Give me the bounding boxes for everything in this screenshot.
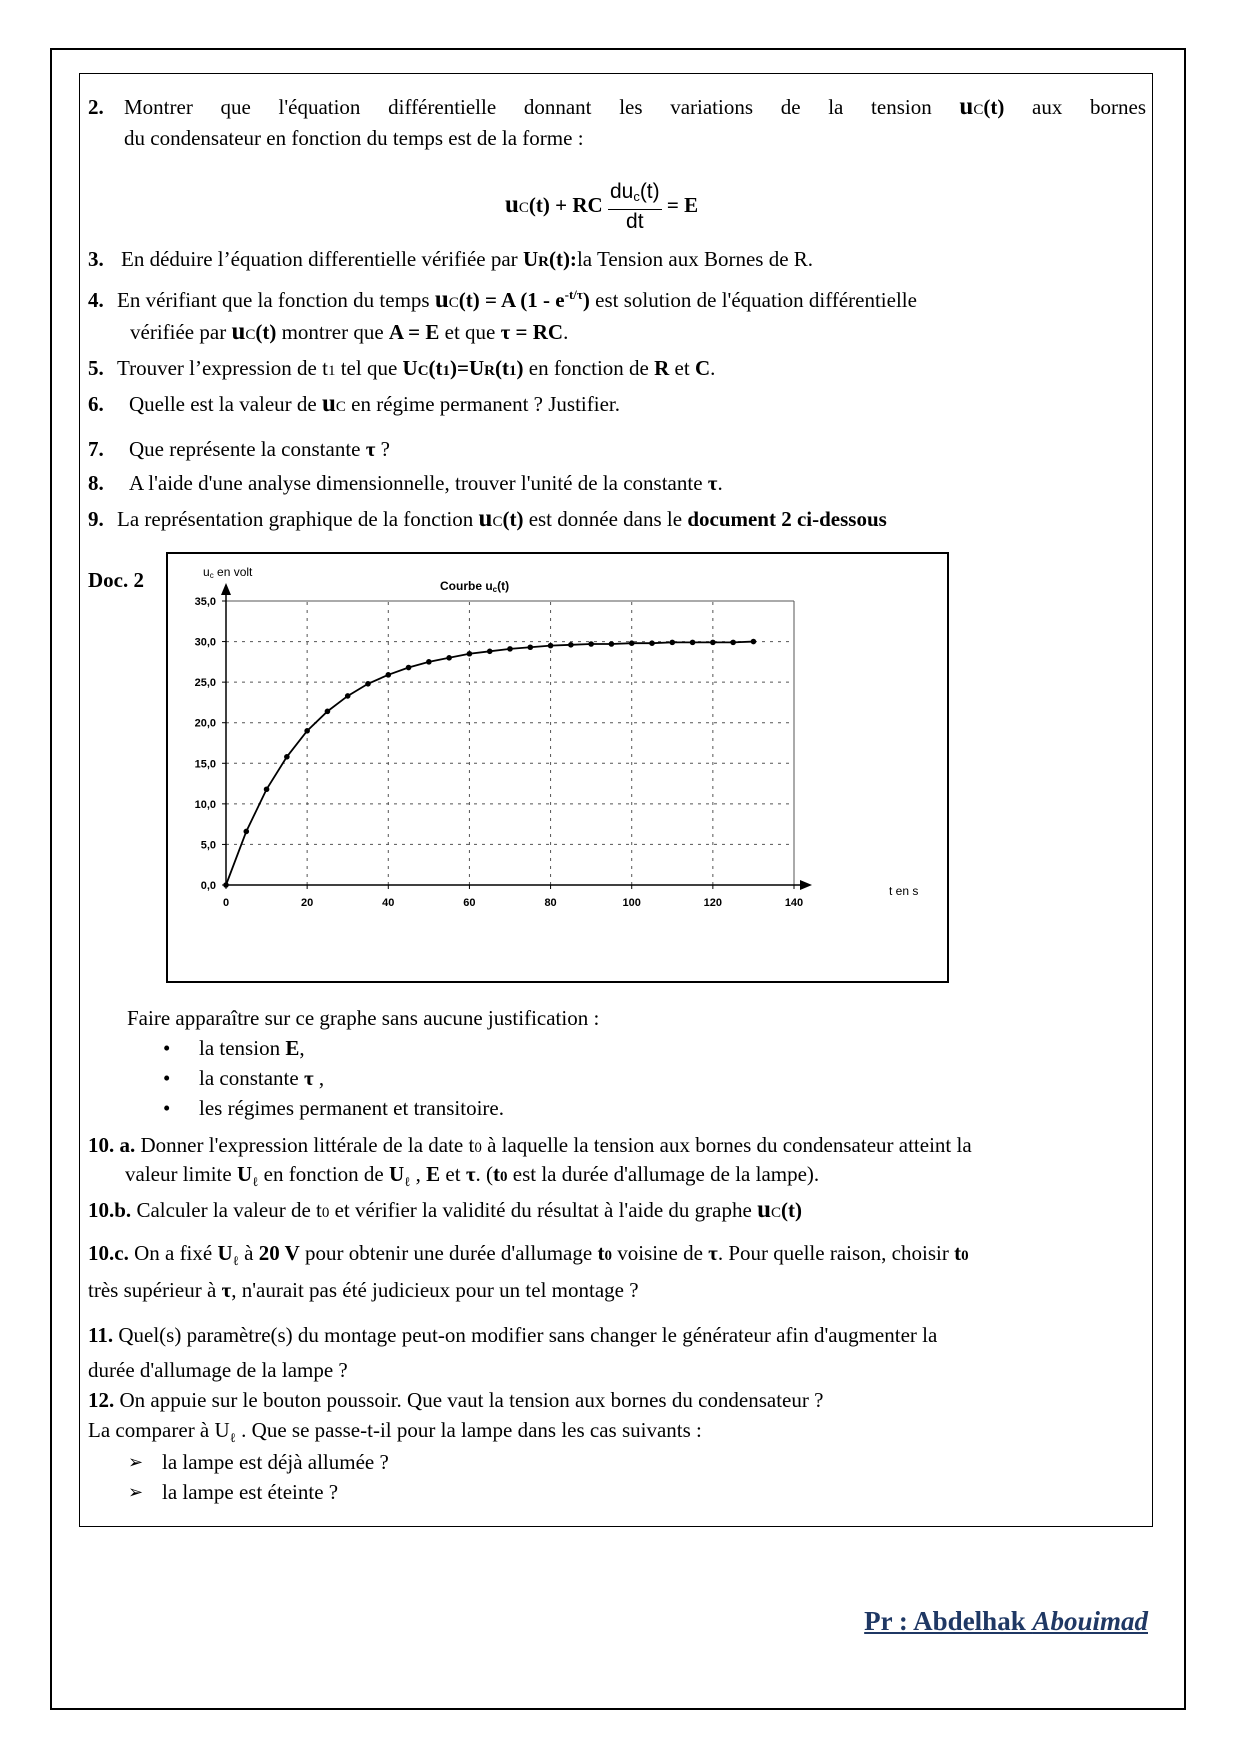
question-10b: 10.b. Calculer la valeur de t0 et vérifier la validité du résultat à l'aide du graphe uC(t): [88, 1196, 802, 1223]
data-point: [629, 640, 635, 646]
data-point: [345, 693, 351, 699]
data-point: [385, 672, 391, 678]
question-9: 9. La représentation graphique de la fonction uC(t) est donnée dans le document 2 ci-dessous: [88, 505, 887, 532]
data-point: [446, 655, 452, 661]
derivative-fraction: $\frac{\text{duc(t)}}{dt}$: [609, 180, 660, 233]
question-4-line2: vérifiée par uC(t) montrer que A = E et que τ = RC.: [130, 318, 569, 345]
doc-label: Doc. 2: [88, 568, 144, 592]
chart-ylabel: uc en volt: [203, 565, 253, 580]
case-item: ➢ la lampe est déjà allumée ?: [162, 1450, 389, 1474]
data-point: [243, 829, 249, 835]
question-10a: 10. a. Donner l'expression littérale de la date t0 à laquelle la tension aux bornes du condensateur atteint la: [88, 1133, 972, 1157]
data-point: [548, 643, 554, 649]
question-8: 8. A l'aide d'une analyse dimensionnelle, trouver l'unité de la constante τ.: [88, 471, 723, 495]
data-point: [365, 681, 371, 687]
y-axis-arrow-icon: [221, 583, 231, 595]
question-10c-line2: très supérieur à τ, n'aurait pas été judicieux pour un tel montage ?: [88, 1278, 639, 1302]
data-point: [730, 640, 736, 646]
question-10c: 10.c. On a fixé $U_\ell$ à 20 V pour obtenir une durée d'allumage t0 voisine de τ. Pour quelle raison, choisir t0: [88, 1241, 969, 1269]
question-2: 2. Montrer que l'équation différentielle donnant les variations de la tension uC(t) aux bornes du condensateur en fonction du temps est de la forme :: [88, 93, 1146, 150]
y-tick-label: 0,0: [200, 880, 216, 892]
data-point: [710, 640, 716, 646]
data-point: [284, 754, 290, 760]
y-tick-label: 25,0: [194, 677, 216, 690]
y-tick-label: 5,0: [200, 839, 216, 852]
x-axis-arrow-icon: [800, 880, 812, 890]
question-6: 6. Quelle est la valeur de uC en régime permanent ? Justifier.: [88, 390, 620, 417]
bullet-item: • les régimes permanent et transitoire.: [199, 1096, 504, 1120]
y-tick-label: 15,0: [194, 758, 216, 771]
data-point: [487, 649, 493, 655]
y-tick-label: 30,0: [194, 636, 216, 649]
x-tick-label: 60: [463, 897, 476, 909]
question-5: 5. Trouver l’expression de t1 tel que UC(t1)=UR(t1) en fonction de R et C.: [88, 356, 716, 380]
question-11-line2: durée d'allumage de la lampe ?: [88, 1358, 348, 1382]
question-11: 11. Quel(s) paramètre(s) du montage peut-on modifier sans changer le générateur afin d'augmenter la: [88, 1323, 938, 1347]
graph-instructions: Faire apparaître sur ce graphe sans aucune justification :: [127, 1006, 600, 1030]
chart-title: Courbe uc(t): [440, 579, 510, 594]
data-point: [568, 642, 574, 648]
data-point: [507, 646, 513, 652]
chart-xlabel: t en s: [889, 884, 919, 898]
question-3: 3. En déduire l’équation differentielle vérifiée par UR(t):la Tension aux Bornes de R.: [88, 247, 814, 271]
uc-t-chart: [168, 554, 947, 981]
question-7: 7. Que représente la constante τ ?: [88, 437, 390, 461]
data-point: [527, 644, 533, 650]
data-point: [609, 641, 615, 647]
data-point: [264, 786, 270, 792]
x-tick-label: 40: [382, 897, 395, 909]
x-tick-label: 0: [222, 897, 230, 909]
chart-frame: [166, 552, 949, 983]
question-12: 12. On appuie sur le bouton poussoir. Que vaut la tension aux bornes du condensateur ?: [88, 1388, 824, 1412]
question-10a-line2: valeur limite $U_\ell$ en fonction de $U_\ell$ , E et τ. (t0 est la durée d'allumage de la lampe).: [125, 1162, 820, 1190]
x-tick-label: 20: [301, 897, 314, 909]
data-point: [325, 709, 331, 715]
data-point: [649, 640, 655, 646]
data-point: [690, 640, 696, 646]
x-tick-label: 100: [622, 897, 641, 909]
differential-equation: uC(t) + RC $\frac{\text{duc(t)}}{dt}$ = E: [505, 180, 699, 233]
data-point: [751, 639, 757, 645]
y-tick-label: 10,0: [194, 798, 216, 811]
data-point: [467, 651, 473, 657]
question-4: 4. En vérifiant que la fonction du temps uC(t) = A $(1 - e^{-t/\tau})$ est solution de l'équation différentielle: [88, 286, 917, 313]
y-tick-label: 35,0: [194, 596, 216, 608]
question-number: 2.: [88, 95, 104, 119]
author-signature: Pr : Abdelhak Abouimad: [864, 1606, 1148, 1636]
data-point: [304, 728, 310, 734]
data-point: [223, 882, 229, 888]
x-tick-label: 80: [544, 897, 557, 909]
data-point: [669, 640, 675, 646]
bullet-item: • la tension E,: [199, 1036, 305, 1060]
x-tick-label: 120: [703, 897, 723, 909]
y-tick-label: 20,0: [194, 717, 216, 730]
question-12-line2: La comparer à $U_\ell$ . Que se passe-t-il pour la lampe dans les cas suivants :: [88, 1418, 702, 1446]
data-point: [406, 665, 412, 671]
data-point: [588, 641, 594, 647]
x-tick-label: 140: [784, 897, 804, 909]
data-point: [426, 659, 432, 665]
case-item: ➢ la lampe est éteinte ?: [162, 1480, 338, 1504]
bullet-item: • la constante τ ,: [199, 1066, 324, 1090]
